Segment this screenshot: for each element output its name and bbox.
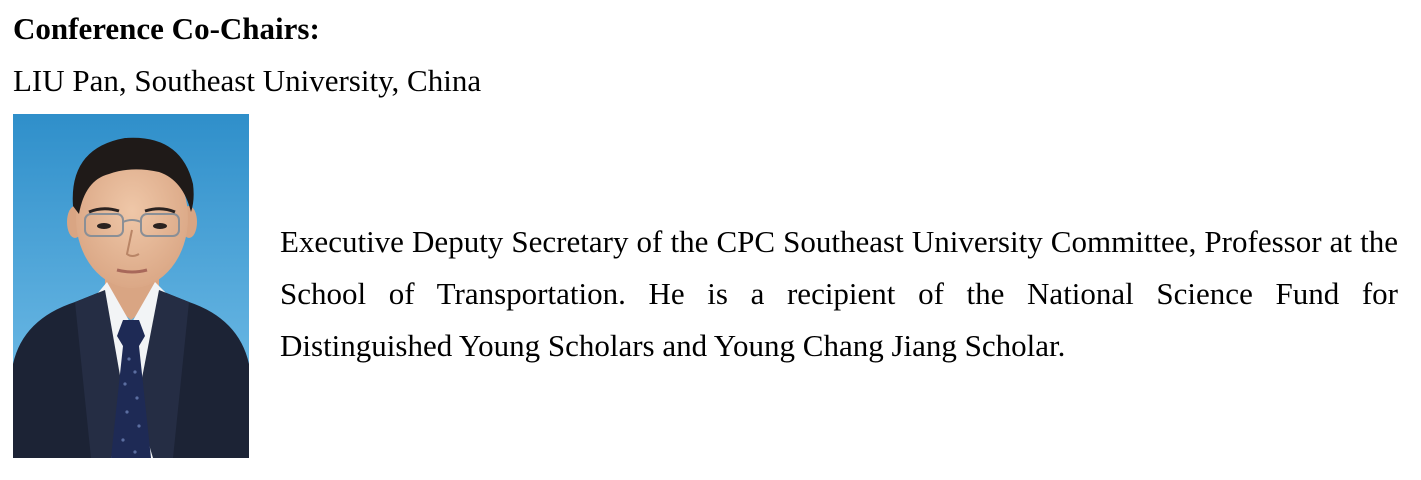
right-eye (153, 223, 167, 229)
chair-name-affiliation: LIU Pan, Southeast University, China (13, 63, 482, 98)
chair-portrait-photo (13, 114, 249, 458)
chair-biography: Executive Deputy Secretary of the CPC Southeast University Committee, Professor at the School of Transportation. He is a recipient of the National Science Fund for Distinguished Young Scholars and Young Chang Jiang Scholar. (280, 224, 1398, 363)
section-title: Conference Co-Chairs: (13, 11, 320, 46)
portrait-illustration (13, 114, 249, 458)
left-eye (97, 223, 111, 229)
